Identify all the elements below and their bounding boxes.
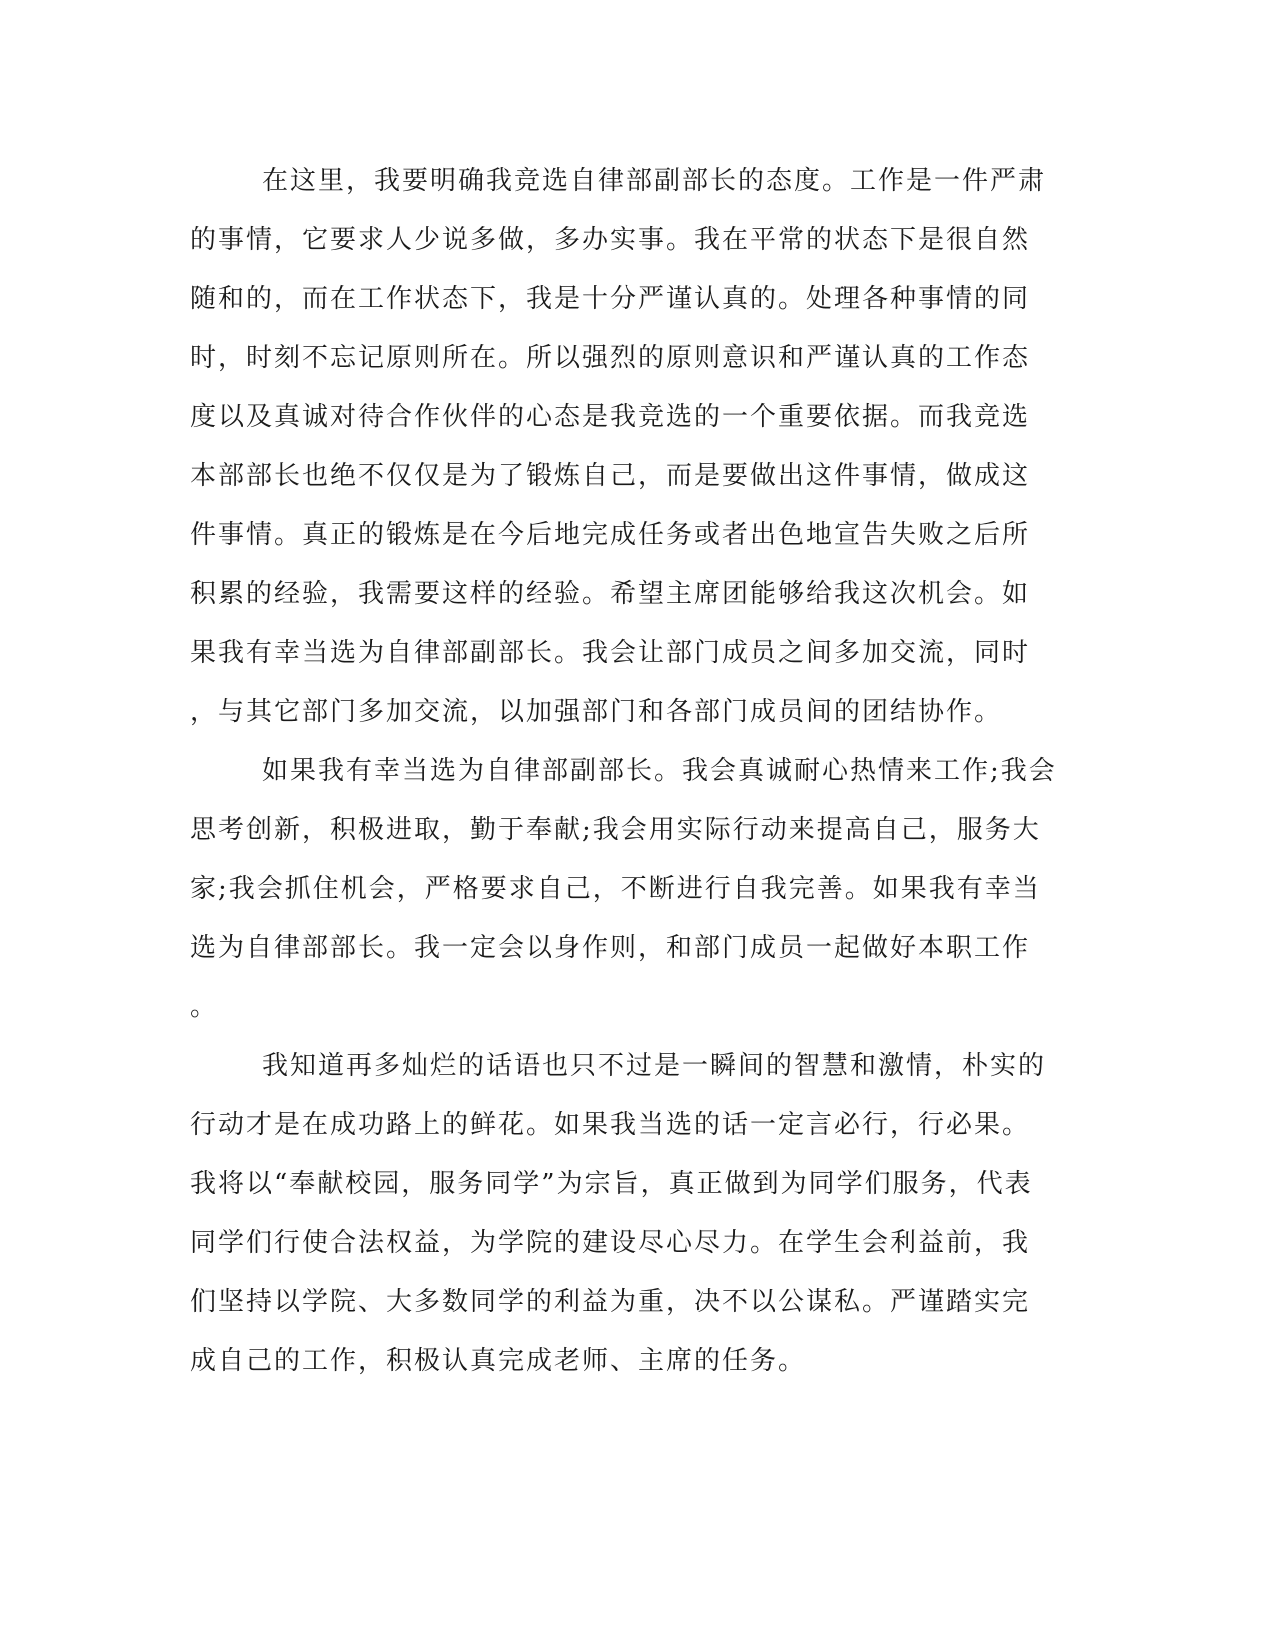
text-line: 同学们行使合法权益，为学院的建设尽心尽力。在学生会利益前，我	[190, 1228, 1031, 1258]
text-line: 在这里，我要明确我竞选自律部副部长的态度。工作是一件严肃	[262, 166, 1047, 196]
text-line: 如果我有幸当选为自律部副部长。我会真诚耐心热情来工作;我会	[262, 756, 1057, 786]
text-line: 行动才是在成功路上的鲜花。如果我当选的话一定言必行，行必果。	[190, 1110, 1031, 1140]
text-line: 家;我会抓住机会，严格要求自己，不断进行自我完善。如果我有幸当	[190, 874, 1041, 904]
text-line: 时，时刻不忘记原则所在。所以强烈的原则意识和严谨认真的工作态	[190, 343, 1031, 373]
text-line: 选为自律部部长。我一定会以身作则，和部门成员一起做好本职工作	[190, 933, 1031, 963]
text-line: 积累的经验，我需要这样的经验。希望主席团能够给我这次机会。如	[190, 579, 1031, 609]
text-line: 本部部长也绝不仅仅是为了锻炼自己，而是要做出这件事情，做成这	[190, 461, 1031, 491]
text-line: 思考创新，积极进取，勤于奉献;我会用实际行动来提高自己，服务大	[190, 815, 1041, 845]
text-line: 度以及真诚对待合作伙伴的心态是我竞选的一个重要依据。而我竞选	[190, 402, 1031, 432]
text-line: 我知道再多灿烂的话语也只不过是一瞬间的智慧和激情，朴实的	[262, 1051, 1047, 1081]
text-line: 成自己的工作，积极认真完成老师、主席的任务。	[190, 1346, 807, 1376]
text-line: 件事情。真正的锻炼是在今后地完成任务或者出色地宣告失败之后所	[190, 520, 1031, 550]
text-line: 。	[190, 992, 219, 1022]
text-line: 们坚持以学院、大多数同学的利益为重，决不以公谋私。严谨踏实完	[190, 1287, 1031, 1317]
text-line: 我将以“奉献校园，服务同学”为宗旨，真正做到为同学们服务，代表	[190, 1169, 1033, 1199]
text-line: ，与其它部门多加交流，以加强部门和各部门成员间的团结协作。	[190, 697, 1003, 727]
text-line: 果我有幸当选为自律部副部长。我会让部门成员之间多加交流，同时	[190, 638, 1031, 668]
text-line: 随和的，而在工作状态下，我是十分严谨认真的。处理各种事情的同	[190, 284, 1031, 314]
text-line: 的事情，它要求人少说多做，多办实事。我在平常的状态下是很自然	[190, 225, 1031, 255]
